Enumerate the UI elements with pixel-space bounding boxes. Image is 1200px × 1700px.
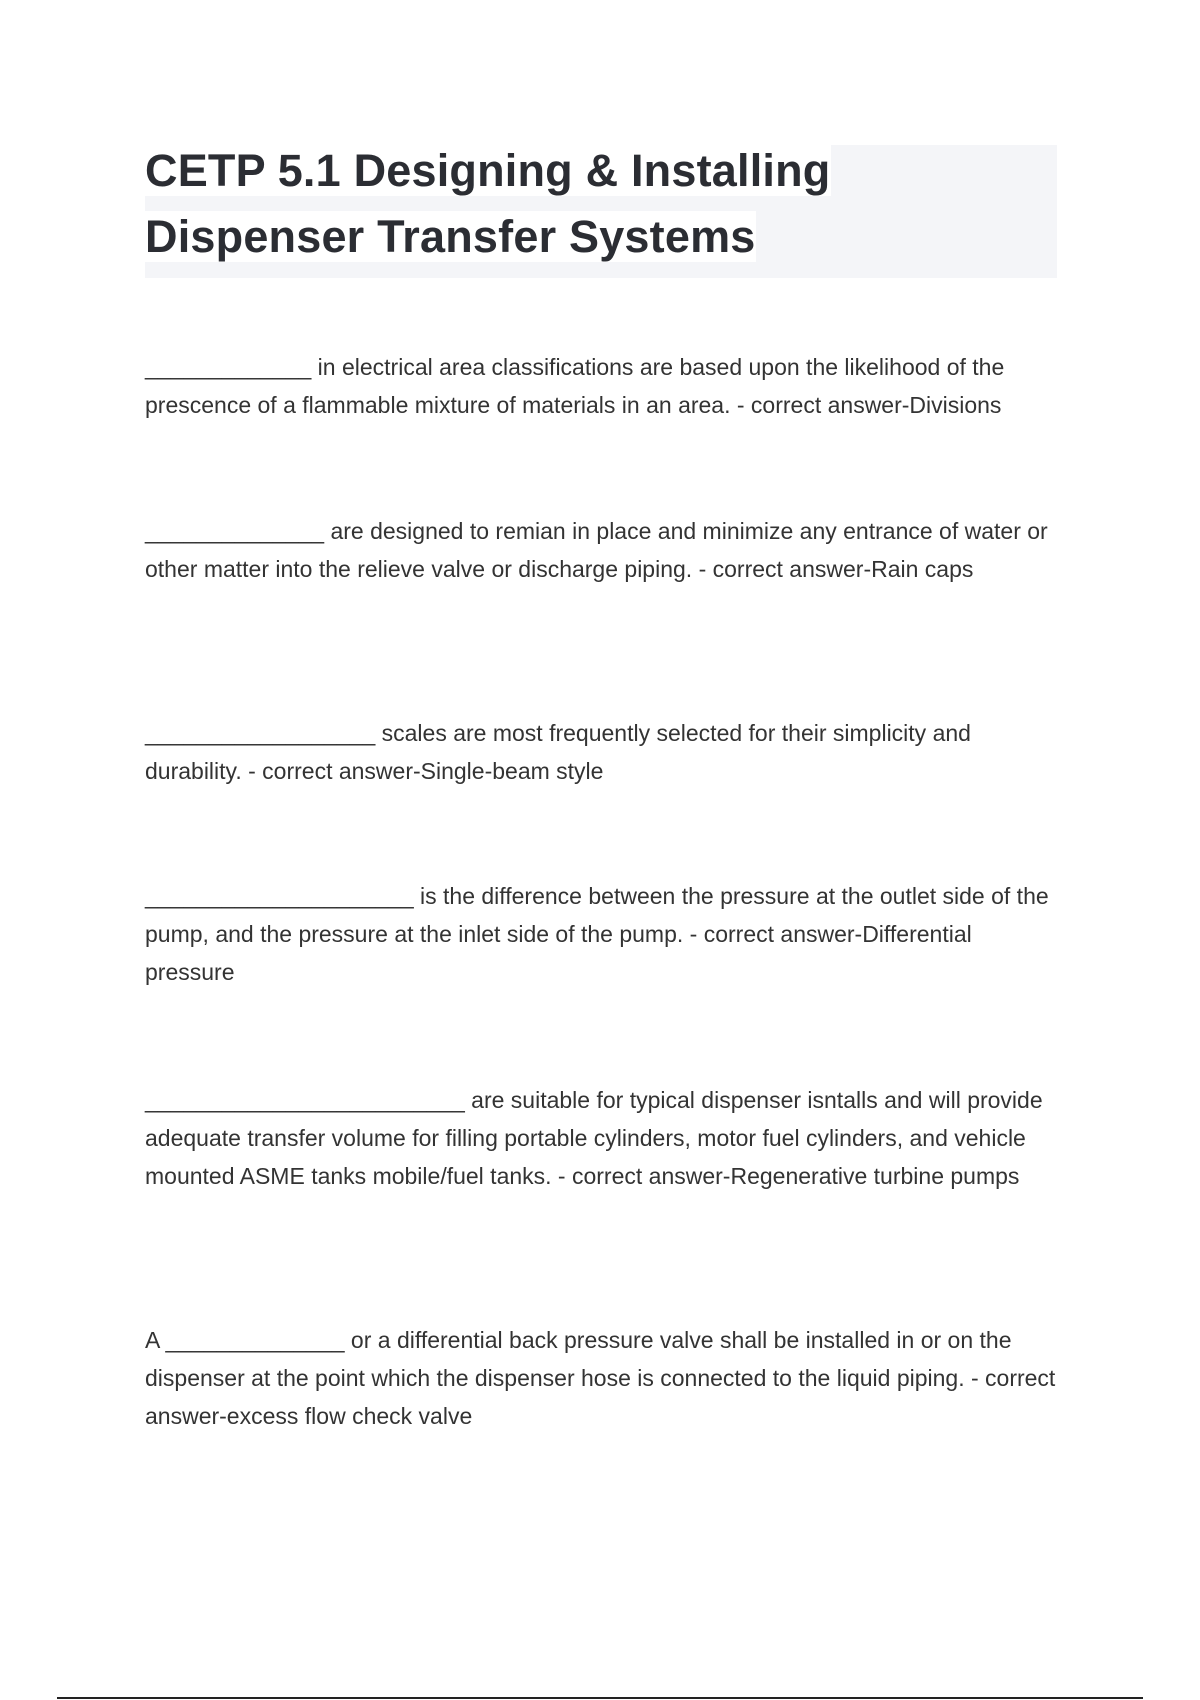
question-5: _________________________ are suitable for typical dispenser isntalls and will provide adequate transfer volume for filling portable cylinders, motor fuel cylinders, and vehicle mounted ASME tanks mobile/fuel tanks. - correct answer-Regenerative turbine pumps <box>145 1087 1043 1189</box>
title-line-1: CETP 5.1 Designing & Installing <box>145 145 831 196</box>
question-2: ______________ are designed to remian in place and minimize any entrance of water or other matter into the relieve valve or discharge piping. - correct answer-Rain caps <box>145 518 1048 582</box>
page-bottom-rule <box>57 1697 1143 1699</box>
question-3: __________________ scales are most frequently selected for their simplicity and durability. - correct answer-Single-beam style <box>145 720 971 784</box>
title-line-2: Dispenser Transfer Systems <box>145 211 756 262</box>
question-4: _____________________ is the difference between the pressure at the outlet side of the pump, and the pressure at the inlet side of the pump. - correct answer-Differential pressure <box>145 883 1049 985</box>
question-1: _____________ in electrical area classifications are based upon the likelihood of the prescence of a flammable mixture of materials in an area. - correct answer-Divisions <box>145 354 1005 418</box>
page-title <box>145 138 905 270</box>
question-6: A ______________ or a differential back pressure valve shall be installed in or on the dispenser at the point which the dispenser hose is connected to the liquid piping. - correct answer-excess flow check valve <box>145 1327 1056 1429</box>
